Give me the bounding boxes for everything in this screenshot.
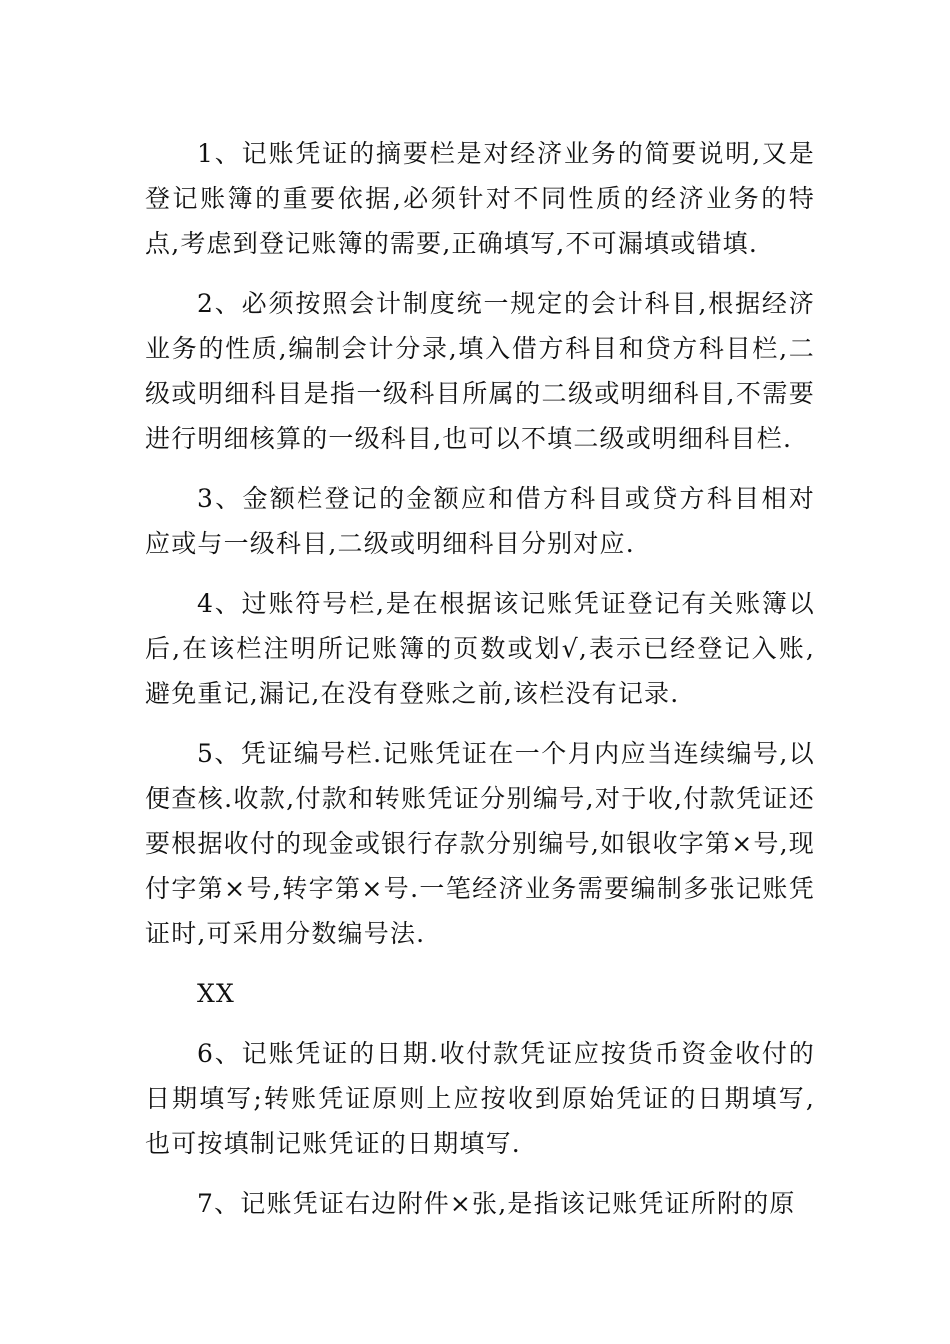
- paragraph-xx: XX: [197, 979, 235, 1008]
- paragraph-3: 3、金额栏登记的金额应和借方科目或贷方科目相对应或与一级科目,二级或明细科目分别对应.: [145, 484, 815, 558]
- paragraph-1: 1、记账凭证的摘要栏是对经济业务的简要说明,又是登记账簿的重要依据,必须针对不同性质的经济业务的特点,考虑到登记账簿的需要,正确填写,不可漏填或错填.: [145, 139, 815, 258]
- paragraph-7: 7、记账凭证右边附件×张,是指该记账凭证所附的原: [197, 1189, 796, 1218]
- paragraph-6: 6、记账凭证的日期.收付款凭证应按货币资金收付的日期填写;转账凭证原则上应按收到原始凭证的日期填写,也可按填制记账凭证的日期填写.: [145, 1039, 815, 1158]
- document-body: [145, 131, 815, 1241]
- paragraph-4: 4、过账符号栏,是在根据该记账凭证登记有关账簿以后,在该栏注明所记账簿的页数或划√,表示已经登记入账,避免重记,漏记,在没有登账之前,该栏没有记录.: [145, 589, 815, 708]
- paragraph-5: 5、凭证编号栏.记账凭证在一个月内应当连续编号,以便查核.收款,付款和转账凭证分别编号,对于收,付款凭证还要根据收付的现金或银行存款分别编号,如银收字第×号,现付字第×号,转字第×号.一笔经济业务需要编制多张记账凭证时,可采用分数编号法.: [145, 739, 815, 948]
- paragraph-2: 2、必须按照会计制度统一规定的会计科目,根据经济业务的性质,编制会计分录,填入借方科目和贷方科目栏,二级或明细科目是指一级科目所属的二级或明细科目,不需要进行明细核算的一级科目,也可以不填二级或明细科目栏.: [145, 289, 815, 453]
